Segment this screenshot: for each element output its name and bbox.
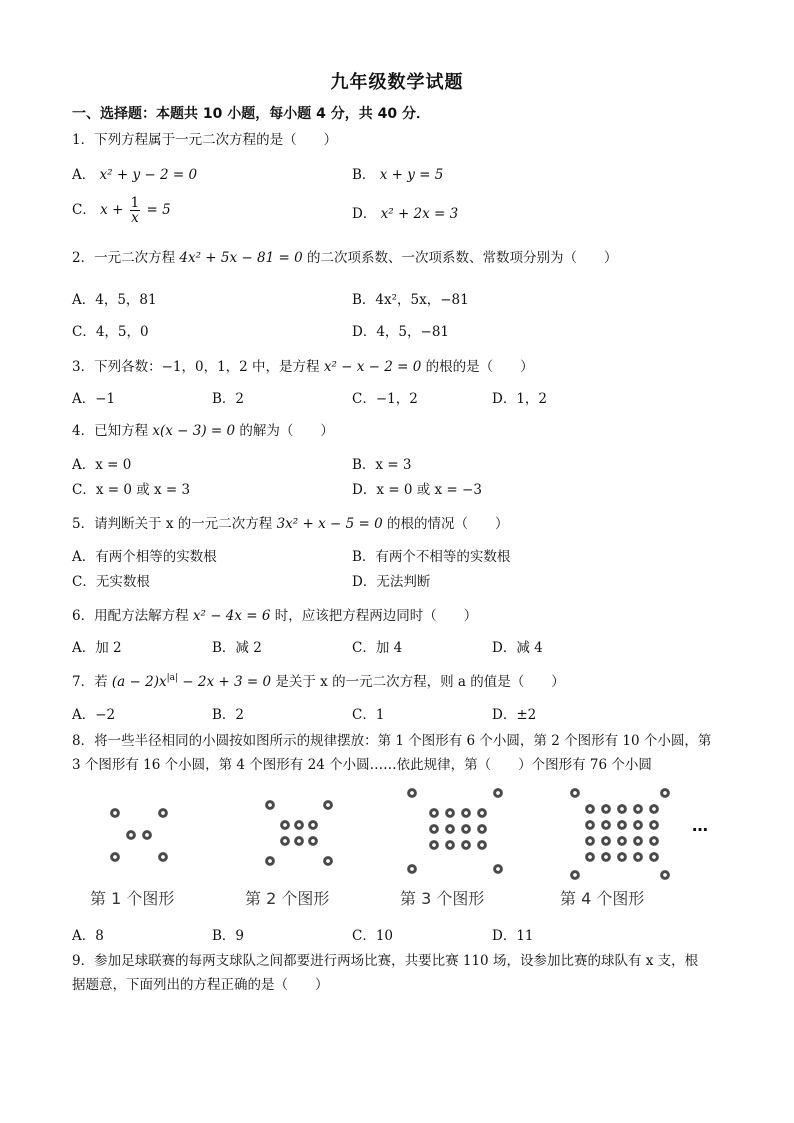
circle <box>493 788 503 798</box>
figure-3-label: 第 3 个图形 <box>400 889 485 908</box>
circle <box>429 840 439 850</box>
circle <box>601 836 611 846</box>
question-9-stem-line1: 9．参加足球联赛的每两支球队之间都要进行两场比赛，共要比赛 110 场，设参加比赛的球队有 x 支，根 <box>72 953 699 969</box>
circle-pattern-figures <box>80 780 730 920</box>
q8-option-d: D．11 <box>492 928 534 944</box>
circle <box>660 788 670 798</box>
q5-option-c: C．无实数根 <box>72 574 150 590</box>
circle <box>280 820 290 830</box>
q4-option-b: B．x = 3 <box>352 457 412 473</box>
question-3-stem: 3．下列各数：−1，0，1，2 中，是方程 x² − x − 2 = 0 的根的是（ ） <box>72 359 534 375</box>
ellipsis: … <box>692 816 708 835</box>
section-heading: 一、选择题：本题共 10 小题，每小题 4 分，共 40 分． <box>72 106 430 122</box>
q2-option-c: C．4，5，0 <box>72 324 149 340</box>
q7-option-d: D．±2 <box>492 707 537 723</box>
q6-option-b: B．减 2 <box>212 640 262 656</box>
circle <box>585 852 595 862</box>
q8-option-c: C．10 <box>352 928 394 944</box>
q6-option-c: C．加 4 <box>352 640 403 656</box>
circle <box>308 820 318 830</box>
q5-option-d: D．无法判断 <box>352 574 431 590</box>
circle <box>323 800 333 810</box>
circle <box>429 824 439 834</box>
question-5-stem: 5．请判断关于 x 的一元二次方程 3x² + x − 5 = 0 的根的情况（ ） <box>72 516 509 532</box>
q2-option-a: A．4，5，81 <box>72 292 157 308</box>
circle <box>585 804 595 814</box>
circle <box>445 808 455 818</box>
circle <box>585 820 595 830</box>
q7-option-c: C．1 <box>352 707 385 723</box>
circle <box>570 788 580 798</box>
circle <box>617 820 627 830</box>
q8-option-a: A．8 <box>72 928 104 944</box>
q7-option-a: A．−2 <box>72 707 116 723</box>
circle <box>158 852 168 862</box>
q1-option-d: D． x² + 2x = 3 <box>352 206 459 222</box>
circle <box>633 804 643 814</box>
q6-option-a: A．加 2 <box>72 640 122 656</box>
q4-option-d: D．x = 0 或 x = −3 <box>352 482 482 498</box>
circle <box>660 870 670 880</box>
fraction-one-over-x: $\frac{1}{x}$ <box>130 195 140 226</box>
q3-option-d: D．1，2 <box>492 391 548 407</box>
circle <box>445 840 455 850</box>
circle <box>461 840 471 850</box>
q3-option-a: A．−1 <box>72 391 116 407</box>
figure-2 <box>240 780 380 910</box>
circle <box>649 852 659 862</box>
circle <box>110 852 120 862</box>
circle <box>633 820 643 830</box>
circle <box>445 824 455 834</box>
q2-option-b: B．4x²，5x，−81 <box>352 292 469 308</box>
circle <box>633 836 643 846</box>
circle <box>461 824 471 834</box>
q7-option-b: B．2 <box>212 707 245 723</box>
circle <box>493 864 503 874</box>
q2-option-d: D．4，5，−81 <box>352 324 449 340</box>
page-title: 九年级数学试题 <box>330 72 464 93</box>
question-4-stem: 4．已知方程 x(x − 3) = 0 的解为（ ） <box>72 423 334 439</box>
circle <box>477 808 487 818</box>
q5-option-a: A．有两个相等的实数根 <box>72 549 217 565</box>
circle <box>407 788 417 798</box>
circle <box>294 836 304 846</box>
q8-option-b: B．9 <box>212 928 245 944</box>
circle <box>265 800 275 810</box>
q1-option-b: B． x + y = 5 <box>352 167 444 183</box>
circle <box>126 830 136 840</box>
figure-1 <box>80 780 220 910</box>
question-8-stem-line1: 8．将一些半径相同的小圆按如图所示的规律摆放：第 1 个图形有 6 个小圆，第 2 个图形有 10 个小圆，第 <box>72 733 712 749</box>
q1-option-c: C． x + $\frac{1}{x}$ = 5 <box>72 195 171 226</box>
circle <box>570 870 580 880</box>
circle <box>601 804 611 814</box>
circle <box>477 840 487 850</box>
circle <box>407 864 417 874</box>
figure-1-label: 第 1 个图形 <box>90 889 175 908</box>
circle <box>308 836 318 846</box>
question-2-stem: 2．一元二次方程 4x² + 5x − 81 = 0 的二次项系数、一次项系数、常数项分别为（ ） <box>72 250 618 266</box>
q4-option-c: C．x = 0 或 x = 3 <box>72 482 191 498</box>
circle <box>323 856 333 866</box>
circle <box>461 808 471 818</box>
q4-option-a: A．x = 0 <box>72 457 132 473</box>
circle <box>649 820 659 830</box>
circle <box>601 852 611 862</box>
circle <box>649 804 659 814</box>
figure-4-label: 第 4 个图形 <box>560 889 645 908</box>
q5-option-b: B．有两个不相等的实数根 <box>352 549 511 565</box>
figure-3 <box>395 780 545 910</box>
circle <box>158 808 168 818</box>
circle <box>142 830 152 840</box>
question-1-stem: 1．下列方程属于一元二次方程的是（ ） <box>72 132 338 148</box>
q1-option-a: A． x² + y − 2 = 0 <box>72 167 198 183</box>
circle <box>617 804 627 814</box>
circle <box>601 820 611 830</box>
circle <box>477 824 487 834</box>
q6-option-d: D．减 4 <box>492 640 543 656</box>
figure-2-label: 第 2 个图形 <box>245 889 330 908</box>
circle <box>280 836 290 846</box>
circle <box>265 856 275 866</box>
question-9-stem-line2: 据题意，下面列出的方程正确的是（ ） <box>72 977 329 993</box>
circle <box>294 820 304 830</box>
circle <box>429 808 439 818</box>
q3-option-b: B．2 <box>212 391 245 407</box>
circle <box>633 852 643 862</box>
circle <box>110 808 120 818</box>
circle <box>585 836 595 846</box>
circle <box>617 852 627 862</box>
figure-4 <box>560 780 710 910</box>
q3-option-c: C．−1，2 <box>352 391 418 407</box>
question-8-stem-line2: 3 个图形有 16 个小圆，第 4 个图形有 24 个小圆……依此规律，第（ ）个图形有 76 个小圆 <box>72 757 652 773</box>
question-7-stem: 7．若 $(a - 2)x^{|a|} - 2x + 3 = 0$ 是关于 x 的一元二次方程，则 a 的值是（ ） <box>72 673 565 690</box>
question-6-stem: 6．用配方法解方程 x² − 4x = 6 时，应该把方程两边同时（ ） <box>72 608 478 624</box>
circle <box>649 836 659 846</box>
circle <box>617 836 627 846</box>
